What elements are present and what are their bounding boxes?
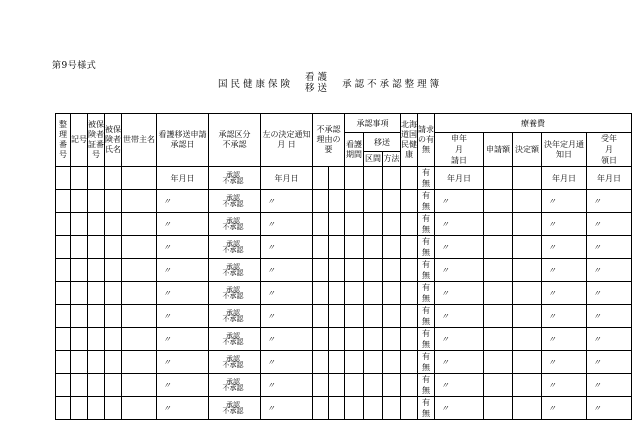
blank-cell[interactable] — [383, 213, 401, 236]
shonin-choice[interactable]: 承認 不承認 — [209, 351, 261, 374]
ditto-mark[interactable]: 〃 — [157, 190, 209, 213]
header-hokkaido: 北海道国民健康 — [401, 114, 418, 167]
blank-cell[interactable] — [105, 351, 122, 374]
blank-cell[interactable] — [105, 213, 122, 236]
blank-cell[interactable] — [484, 374, 513, 397]
blank-cell[interactable] — [513, 259, 542, 282]
blank-cell[interactable] — [484, 282, 513, 305]
ditto-mark[interactable]: 〃 — [435, 351, 484, 374]
table-row — [56, 282, 632, 305]
blank-cell[interactable] — [383, 351, 401, 374]
blank-cell[interactable] — [329, 351, 345, 374]
blank-cell[interactable] — [345, 190, 364, 213]
blank-cell[interactable] — [364, 305, 383, 328]
ditto-mark[interactable]: 〃 — [435, 305, 484, 328]
blank-cell[interactable] — [484, 190, 513, 213]
header-kettei-tsuchi: 決年定月通知日 — [542, 133, 587, 167]
blank-cell[interactable] — [484, 397, 513, 420]
ditto-mark[interactable]: 〃 — [435, 236, 484, 259]
blank-cell[interactable] — [122, 213, 157, 236]
blank-cell[interactable] — [345, 397, 364, 420]
unit-kettei-tsuchi-date: 年月日 — [542, 167, 587, 190]
shonin-choice[interactable]: 承認 不承認 — [209, 213, 261, 236]
table-row — [56, 236, 632, 259]
header-seikyu: 請求の有無 — [418, 114, 435, 167]
ditto-mark[interactable]: 〃 — [261, 305, 313, 328]
umu-choice[interactable]: 有 無 — [418, 282, 435, 305]
ditto-mark[interactable]: 〃 — [542, 397, 587, 420]
blank-cell[interactable] — [484, 213, 513, 236]
unit-shinsei-req-date: 年月日 — [435, 167, 484, 190]
header-iso-hoho: 方法 — [383, 152, 401, 167]
blank-cell[interactable] — [329, 190, 345, 213]
blank-cell[interactable] — [383, 282, 401, 305]
header-ryoyohi: 療養費 — [435, 114, 632, 133]
ditto-mark[interactable]: 〃 — [157, 236, 209, 259]
unit-shonin: 承認 不承認 — [209, 167, 261, 190]
blank-cell[interactable] — [122, 236, 157, 259]
blank-cell[interactable] — [122, 190, 157, 213]
blank-cell[interactable] — [105, 374, 122, 397]
blank-cell[interactable] — [88, 328, 105, 351]
blank-cell[interactable] — [56, 190, 71, 213]
blank-cell[interactable] — [88, 282, 105, 305]
unit-juryo-date: 年月日 — [587, 167, 632, 190]
blank-cell[interactable] — [71, 282, 88, 305]
blank-cell[interactable] — [484, 305, 513, 328]
blank-cell[interactable] — [122, 259, 157, 282]
shonin-choice[interactable]: 承認 不承認 — [209, 190, 261, 213]
blank-cell[interactable] — [105, 397, 122, 420]
blank-cell[interactable] — [313, 259, 329, 282]
blank-cell[interactable] — [364, 397, 383, 420]
table-row — [56, 259, 632, 282]
ditto-mark[interactable]: 〃 — [435, 190, 484, 213]
blank-cell[interactable] — [345, 328, 364, 351]
ditto-mark[interactable]: 〃 — [261, 397, 313, 420]
ditto-mark[interactable]: 〃 — [587, 190, 632, 213]
blank-cell[interactable] — [56, 305, 71, 328]
blank-cell[interactable] — [329, 259, 345, 282]
blank-cell[interactable] — [88, 236, 105, 259]
header-kango-kikan: 看護期間 — [345, 133, 364, 167]
blank-cell[interactable] — [484, 236, 513, 259]
header-kettei-gaku: 決定額 — [513, 133, 542, 167]
blank-cell[interactable] — [401, 305, 418, 328]
blank-cell[interactable] — [71, 374, 88, 397]
ditto-mark[interactable]: 〃 — [435, 282, 484, 305]
unit-shinsei-date: 年月日 — [157, 167, 209, 190]
blank-cell[interactable] — [513, 213, 542, 236]
shonin-choice[interactable]: 承認 不承認 — [209, 236, 261, 259]
page-title — [218, 72, 442, 94]
ditto-mark[interactable]: 〃 — [542, 282, 587, 305]
blank-cell[interactable] — [313, 236, 329, 259]
blank-cell[interactable] — [345, 236, 364, 259]
ditto-mark[interactable]: 〃 — [587, 236, 632, 259]
blank-cell[interactable] — [401, 236, 418, 259]
register-table — [55, 113, 632, 420]
blank-cell[interactable] — [88, 190, 105, 213]
umu-choice[interactable]: 有 無 — [418, 213, 435, 236]
blank-cell[interactable] — [71, 305, 88, 328]
blank-cell[interactable] — [313, 190, 329, 213]
shonin-choice[interactable]: 承認 不承認 — [209, 259, 261, 282]
shonin-choice[interactable]: 承認 不承認 — [209, 397, 261, 420]
blank-cell[interactable] — [105, 282, 122, 305]
shonin-choice[interactable]: 承認 不承認 — [209, 374, 261, 397]
blank-cell[interactable] — [364, 213, 383, 236]
blank-cell[interactable] — [329, 328, 345, 351]
blank-cell[interactable] — [383, 259, 401, 282]
blank-cell[interactable] — [364, 328, 383, 351]
form-number: 第9号様式 — [52, 61, 97, 71]
header-shinsei-date: 申年 月 請日 — [435, 133, 484, 167]
blank-cell[interactable] — [88, 213, 105, 236]
blank-cell[interactable] — [345, 213, 364, 236]
ditto-mark[interactable]: 〃 — [261, 190, 313, 213]
blank-cell[interactable] — [513, 351, 542, 374]
blank-cell[interactable] — [56, 236, 71, 259]
ditto-mark[interactable]: 〃 — [157, 397, 209, 420]
title-stack-bottom: 移送 — [305, 83, 331, 94]
blank-cell[interactable] — [364, 236, 383, 259]
ditto-mark[interactable]: 〃 — [435, 328, 484, 351]
unit-kettei-date: 年月日 — [261, 167, 313, 190]
header-kango-iso-shinsei: 看護移送申請承認日 — [157, 114, 209, 167]
ditto-mark[interactable]: 〃 — [261, 259, 313, 282]
blank-cell[interactable] — [313, 328, 329, 351]
ditto-mark[interactable]: 〃 — [542, 259, 587, 282]
header-ketteitsuchi: 左の決定通知 月 日 — [261, 114, 313, 167]
umu-choice[interactable]: 有 無 — [418, 259, 435, 282]
blank-cell[interactable] — [401, 282, 418, 305]
header-iso: 移送 — [364, 133, 401, 152]
blank-cell[interactable] — [313, 374, 329, 397]
blank-cell[interactable] — [56, 351, 71, 374]
blank-cell[interactable] — [88, 397, 105, 420]
blank-cell[interactable] — [71, 397, 88, 420]
umu-choice[interactable]: 有 無 — [418, 397, 435, 420]
blank-cell[interactable] — [105, 259, 122, 282]
blank-cell[interactable] — [513, 282, 542, 305]
blank-cell[interactable] — [122, 351, 157, 374]
header-shonin-jiko: 承認事項 — [345, 114, 401, 133]
blank-cell[interactable] — [71, 259, 88, 282]
blank-cell[interactable] — [513, 374, 542, 397]
blank-cell[interactable] — [345, 374, 364, 397]
umu-choice[interactable]: 有 無 — [418, 190, 435, 213]
blank-cell[interactable] — [401, 351, 418, 374]
ditto-mark[interactable]: 〃 — [261, 213, 313, 236]
blank-cell[interactable] — [105, 328, 122, 351]
blank-cell[interactable] — [329, 282, 345, 305]
header-seiri-bango: 整理番号 — [56, 114, 71, 167]
header-hihokensha-shimei: 被保険者氏名 — [105, 114, 122, 167]
ditto-mark[interactable]: 〃 — [435, 213, 484, 236]
header-shonin-kubun: 承認区分 不承認 — [209, 114, 261, 167]
blank-cell[interactable] — [56, 397, 71, 420]
blank-cell[interactable] — [56, 213, 71, 236]
ditto-mark[interactable]: 〃 — [157, 259, 209, 282]
table-row — [56, 305, 632, 328]
blank-cell[interactable] — [56, 259, 71, 282]
blank-cell[interactable] — [401, 374, 418, 397]
header-shinsei-gaku: 申請額 — [484, 133, 513, 167]
ditto-mark[interactable]: 〃 — [435, 374, 484, 397]
blank-cell[interactable] — [88, 351, 105, 374]
ditto-mark[interactable]: 〃 — [542, 305, 587, 328]
ditto-mark[interactable]: 〃 — [261, 282, 313, 305]
ditto-mark[interactable]: 〃 — [587, 282, 632, 305]
ditto-mark[interactable]: 〃 — [542, 236, 587, 259]
blank-cell[interactable] — [345, 282, 364, 305]
ditto-mark[interactable]: 〃 — [542, 190, 587, 213]
ditto-mark[interactable]: 〃 — [157, 282, 209, 305]
blank-cell[interactable] — [329, 213, 345, 236]
blank-cell[interactable] — [56, 374, 71, 397]
blank-cell[interactable] — [484, 259, 513, 282]
blank-cell[interactable] — [345, 305, 364, 328]
umu-choice[interactable]: 有 無 — [418, 374, 435, 397]
ditto-mark[interactable]: 〃 — [261, 351, 313, 374]
title-suffix: 承認不承認整理簿 — [342, 79, 443, 90]
blank-cell[interactable] — [71, 236, 88, 259]
blank-cell[interactable] — [383, 374, 401, 397]
blank-cell[interactable] — [313, 397, 329, 420]
table-row — [56, 397, 632, 420]
ditto-mark[interactable]: 〃 — [157, 328, 209, 351]
ditto-mark[interactable]: 〃 — [261, 236, 313, 259]
blank-cell[interactable] — [313, 305, 329, 328]
blank-cell[interactable] — [364, 259, 383, 282]
blank-cell[interactable] — [513, 397, 542, 420]
blank-cell[interactable] — [383, 190, 401, 213]
header-fushonin-riyu: 不承認理由の要 — [313, 114, 345, 167]
blank-cell[interactable] — [513, 328, 542, 351]
blank-cell[interactable] — [329, 397, 345, 420]
blank-cell[interactable] — [383, 236, 401, 259]
table-row — [56, 351, 632, 374]
ditto-mark[interactable]: 〃 — [435, 259, 484, 282]
blank-cell[interactable] — [56, 282, 71, 305]
blank-cell[interactable] — [88, 305, 105, 328]
ditto-mark[interactable]: 〃 — [542, 351, 587, 374]
ditto-mark[interactable]: 〃 — [587, 305, 632, 328]
blank-cell[interactable] — [313, 213, 329, 236]
ditto-mark[interactable]: 〃 — [542, 328, 587, 351]
ditto-mark[interactable]: 〃 — [587, 374, 632, 397]
blank-cell[interactable] — [71, 328, 88, 351]
table-row — [56, 213, 632, 236]
ditto-mark[interactable]: 〃 — [587, 328, 632, 351]
blank-cell[interactable] — [383, 305, 401, 328]
blank-cell[interactable] — [345, 351, 364, 374]
ditto-mark[interactable]: 〃 — [435, 397, 484, 420]
blank-cell[interactable] — [71, 190, 88, 213]
ditto-mark[interactable]: 〃 — [261, 328, 313, 351]
blank-cell[interactable] — [71, 351, 88, 374]
blank-cell[interactable] — [122, 282, 157, 305]
title-stack-top: 看護 — [305, 72, 331, 83]
blank-cell[interactable] — [364, 351, 383, 374]
umu-choice[interactable]: 有 無 — [418, 236, 435, 259]
blank-cell[interactable] — [122, 305, 157, 328]
blank-cell[interactable] — [364, 190, 383, 213]
header-hihokensha-sho-bango: 被保険者証番号 — [88, 114, 105, 167]
blank-cell[interactable] — [56, 328, 71, 351]
blank-cell[interactable] — [484, 328, 513, 351]
blank-cell[interactable] — [122, 374, 157, 397]
ditto-mark[interactable]: 〃 — [157, 351, 209, 374]
shonin-choice[interactable]: 承認 不承認 — [209, 328, 261, 351]
blank-cell[interactable] — [105, 236, 122, 259]
blank-cell[interactable] — [513, 305, 542, 328]
title-prefix: 国民健康保険 — [218, 79, 294, 90]
blank-cell[interactable] — [401, 190, 418, 213]
table-row — [56, 190, 632, 213]
shonin-choice[interactable]: 承認 不承認 — [209, 282, 261, 305]
header-iso-kukan: 区間 — [364, 152, 383, 167]
blank-cell[interactable] — [105, 190, 122, 213]
blank-cell[interactable] — [401, 259, 418, 282]
ditto-mark[interactable]: 〃 — [587, 351, 632, 374]
shonin-choice[interactable]: 承認 不承認 — [209, 305, 261, 328]
blank-cell[interactable] — [71, 213, 88, 236]
header-juryo-date: 受年 月 領日 — [587, 133, 632, 167]
blank-cell[interactable] — [329, 305, 345, 328]
ditto-mark[interactable]: 〃 — [587, 397, 632, 420]
ditto-mark[interactable]: 〃 — [157, 374, 209, 397]
ditto-mark[interactable]: 〃 — [542, 374, 587, 397]
umu-choice[interactable]: 有 無 — [418, 305, 435, 328]
table-row — [56, 374, 632, 397]
blank-cell[interactable] — [313, 282, 329, 305]
blank-cell[interactable] — [383, 328, 401, 351]
header-setainushi: 世帯主名 — [122, 114, 157, 167]
ditto-mark[interactable]: 〃 — [261, 374, 313, 397]
unit-umu: 有 無 — [418, 167, 435, 190]
blank-cell[interactable] — [345, 259, 364, 282]
blank-cell[interactable] — [329, 374, 345, 397]
umu-choice[interactable]: 有 無 — [418, 351, 435, 374]
blank-cell[interactable] — [88, 374, 105, 397]
blank-cell[interactable] — [383, 397, 401, 420]
ditto-mark[interactable]: 〃 — [542, 213, 587, 236]
blank-cell[interactable] — [122, 328, 157, 351]
blank-cell[interactable] — [513, 236, 542, 259]
header-kigo: 記号 — [71, 114, 88, 167]
blank-cell[interactable] — [484, 351, 513, 374]
ditto-mark[interactable]: 〃 — [587, 259, 632, 282]
blank-cell[interactable] — [88, 259, 105, 282]
blank-cell[interactable] — [401, 397, 418, 420]
blank-cell[interactable] — [105, 305, 122, 328]
blank-cell[interactable] — [364, 282, 383, 305]
blank-cell[interactable] — [401, 213, 418, 236]
blank-cell[interactable] — [364, 374, 383, 397]
table-row — [56, 328, 632, 351]
blank-cell[interactable] — [513, 190, 542, 213]
title-stack — [305, 72, 330, 94]
ditto-mark[interactable]: 〃 — [157, 305, 209, 328]
units-row — [56, 167, 632, 190]
umu-choice[interactable]: 有 無 — [418, 328, 435, 351]
blank-cell[interactable] — [401, 328, 418, 351]
ditto-mark[interactable]: 〃 — [157, 213, 209, 236]
blank-cell[interactable] — [313, 351, 329, 374]
blank-cell[interactable] — [122, 397, 157, 420]
blank-cell[interactable] — [329, 236, 345, 259]
ditto-mark[interactable]: 〃 — [587, 213, 632, 236]
